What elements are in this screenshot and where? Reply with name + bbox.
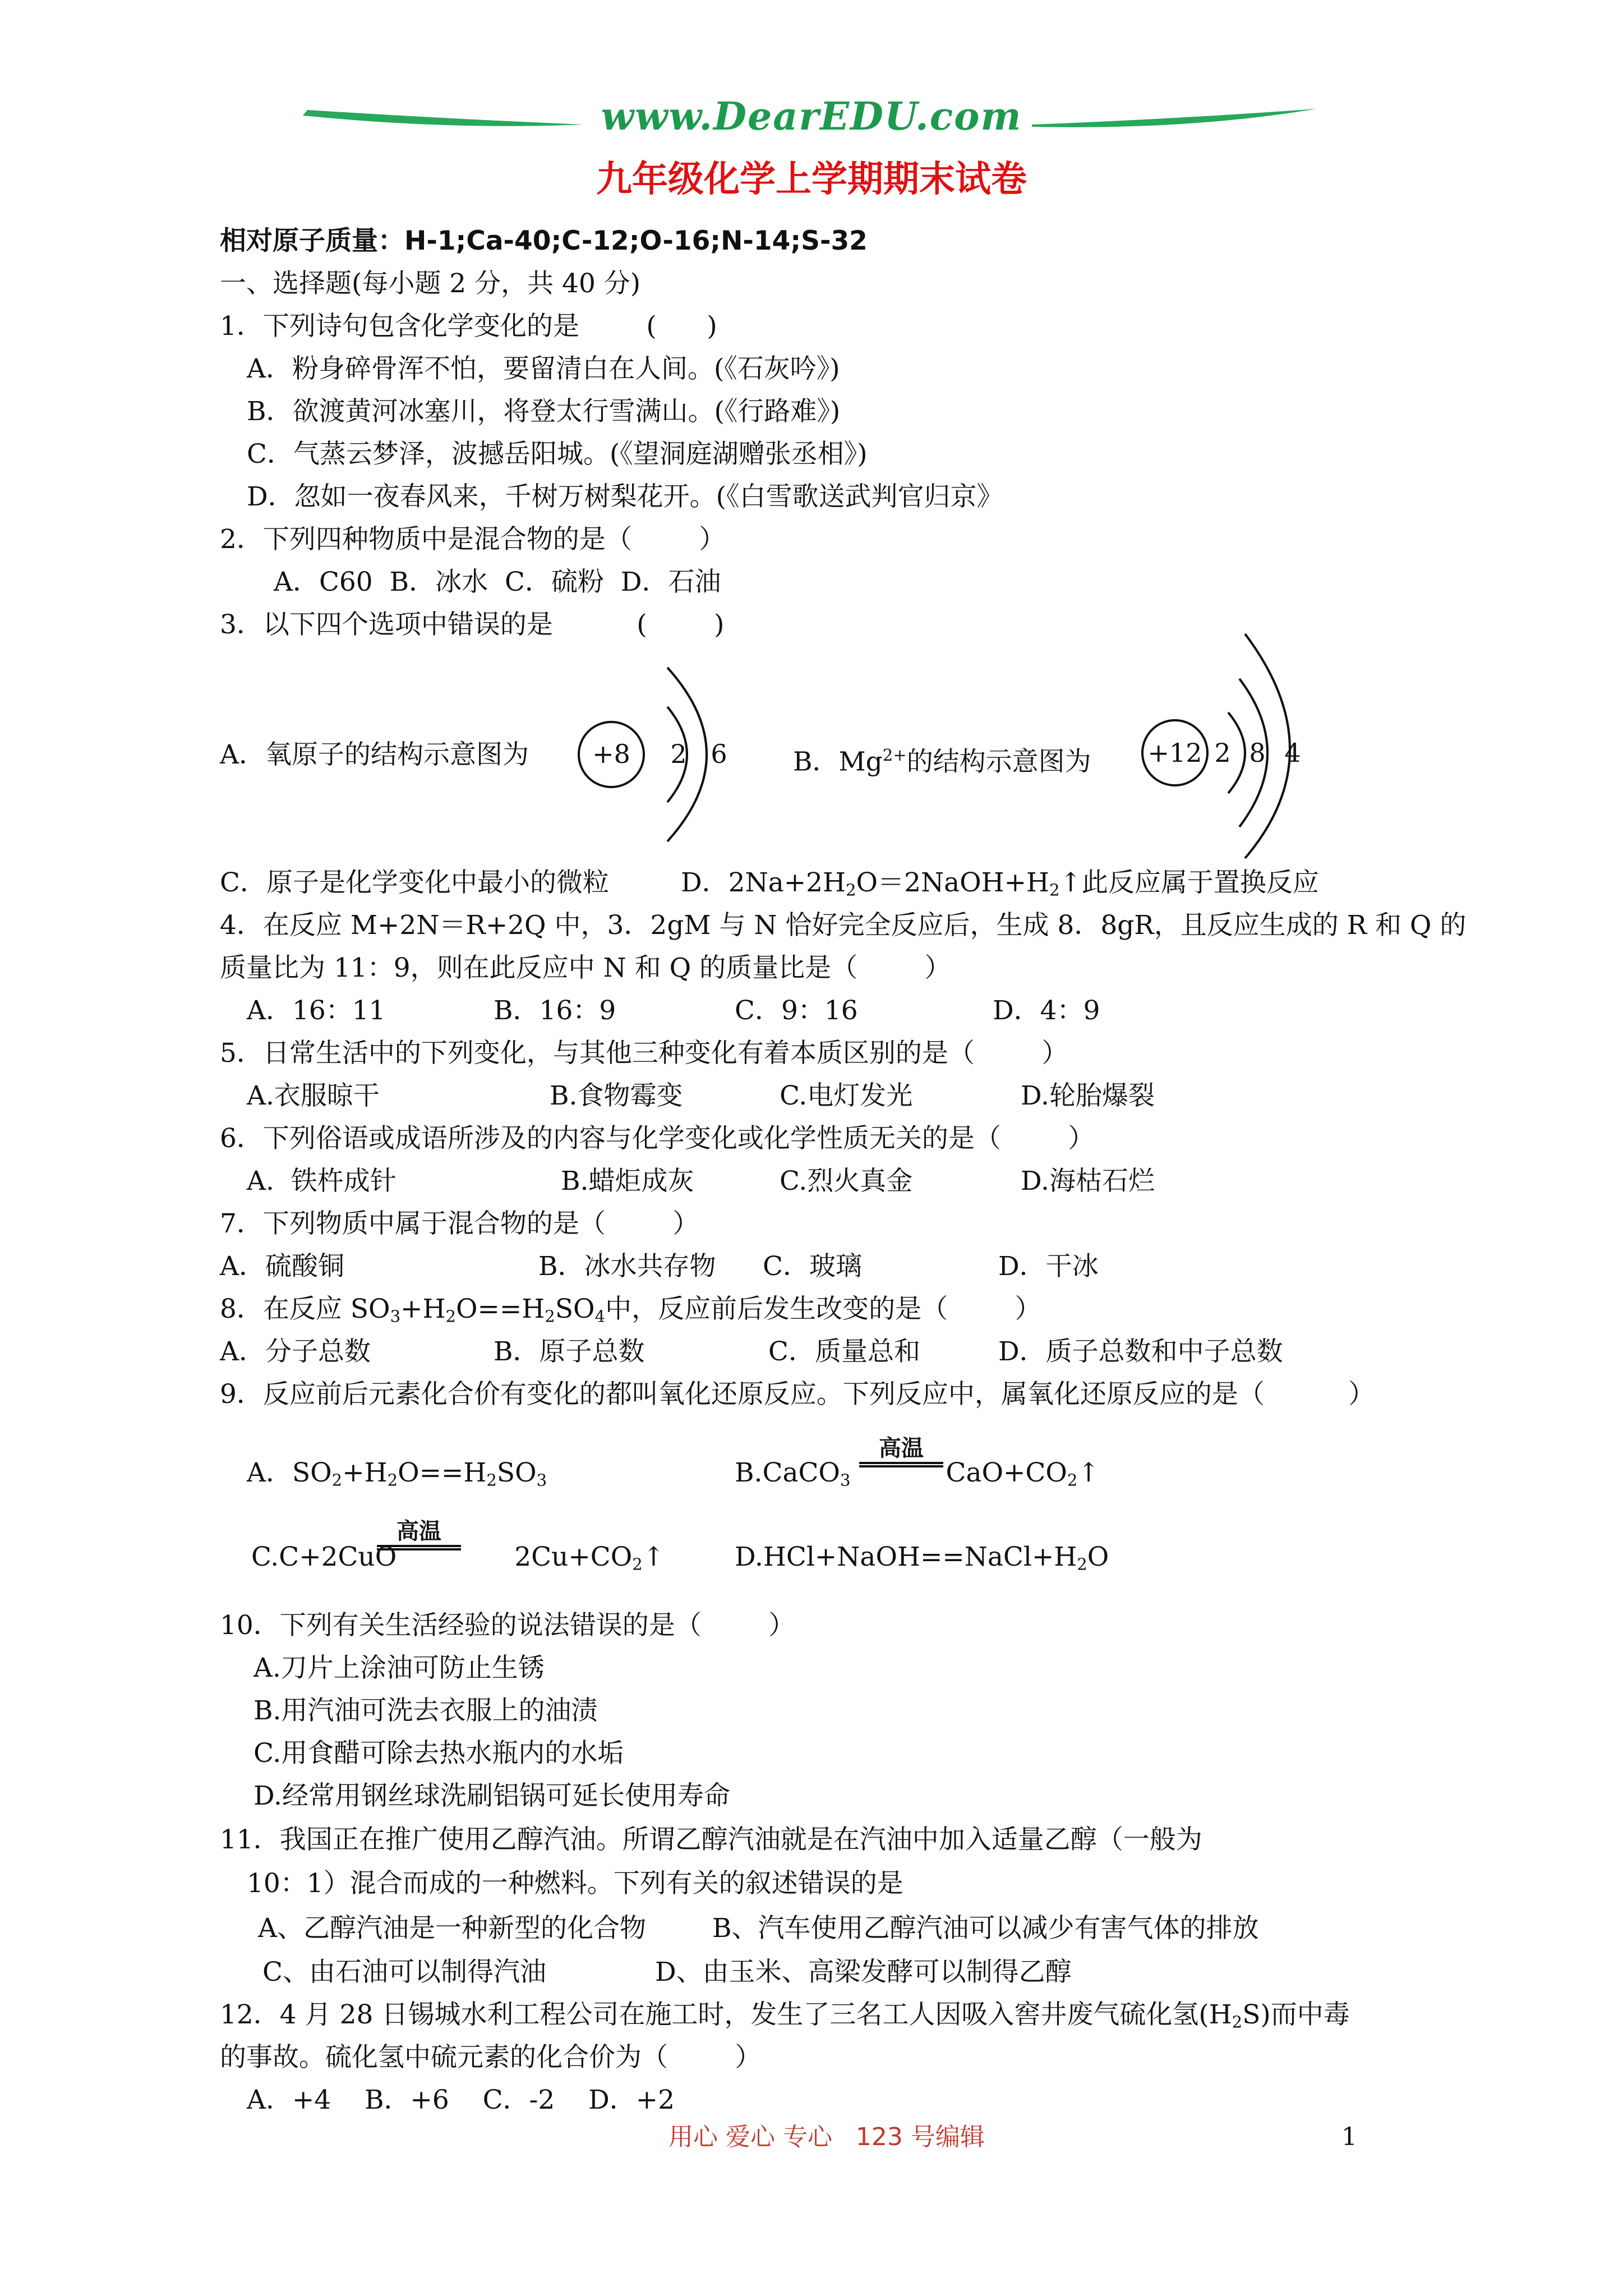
q7-option-a: A．硫酸铜	[220, 1251, 344, 1282]
q1-option-b: B．欲渡黄河冰塞川，将登太行雪满山。(《行路难》)	[247, 396, 841, 427]
q11-option-b: B、汽车使用乙醇汽油可以减少有害气体的排放	[712, 1913, 1259, 1944]
q10-stem: 10．下列有关生活经验的说法错误的是（ ）	[220, 1610, 795, 1641]
q9-option-c: C.C+2CuO $2Cu+CO_2↑$	[251, 1542, 665, 1574]
mg-nucleus-charge: +12	[1147, 738, 1202, 768]
q6-option-a: A. 铁杵成针	[247, 1166, 396, 1197]
q4-option-d: D．4：9	[993, 995, 1100, 1026]
q6-option-d: D.海枯石烂	[1021, 1166, 1155, 1197]
page-number: 1	[1341, 2123, 1357, 2151]
q12-stem-line2: 的事故。硫化氢中硫元素的化合价为（ ）	[220, 2042, 762, 2073]
q4-option-c: C．9：16	[735, 995, 858, 1026]
q8-option-d: D．质子总数和中子总数	[998, 1336, 1283, 1367]
oxygen-shell-2-count: 6	[711, 739, 727, 769]
q4-options	[0, 994, 1623, 1028]
site-logo-text: www.DearEDU.com	[601, 94, 1022, 139]
q6-options	[0, 1165, 1623, 1198]
q7-option-b: B．冰水共存物	[538, 1251, 716, 1282]
q11-option-c: C、由石油可以制得汽油	[262, 1957, 546, 1987]
q1-option-a: A．粉身碎骨浑不怕，要留清白在人间。(《石灰吟》)	[247, 353, 840, 384]
q8-stem: 8．在反应 $SO_3+H_2O==H_2SO_4$中，反应前后发生改变的是（ ）	[220, 1294, 1041, 1326]
oxygen-nucleus-charge: +8	[592, 739, 630, 769]
q8-option-c: C．质量总和	[768, 1336, 920, 1367]
section-heading: 一、选择题(每小题 2 分，共 40 分)	[220, 268, 641, 299]
mg-shell-1-count: 2	[1214, 738, 1231, 768]
q7-option-d: D．干冰	[998, 1251, 1099, 1282]
q4-stem-line1: 4．在反应 M+2N＝R+2Q 中，3．2gM 与 N 恰好完全反应后，生成 8．8gR，且反应生成的 R 和 Q 的	[220, 910, 1467, 941]
q8-options	[0, 1335, 1623, 1369]
q9-option-d: $D.HCl+NaOH==NaCl+H_2O$	[735, 1542, 1109, 1574]
q11-stem-line1: 11．我国正在推广使用乙醇汽油。所谓乙醇汽油就是在汽油中加入适量乙醇（一般为	[220, 1824, 1202, 1855]
mg-shell-2-count: 8	[1249, 738, 1266, 768]
q3-option-b: B．$Mg^{2+}$的结构示意图为	[793, 746, 1091, 777]
q2-stem: 2．下列四种物质中是混合物的是（ ）	[220, 524, 726, 555]
q7-stem: 7．下列物质中属于混合物的是（ ）	[220, 1208, 699, 1239]
q12-stem-line1: 12．4 月 28 日锡城水利工程公司在施工时，发生了三名工人因吸入窖井废气硫化氢$(H_2S)$而中毒	[220, 1999, 1350, 2032]
q3-option-c: C．原子是化学变化中最小的微粒	[220, 867, 609, 898]
magnesium-ion-diagram	[1127, 628, 1329, 864]
exam-title: 九年级化学上学期期末试卷	[596, 159, 1027, 200]
q7-option-c: C．玻璃	[763, 1251, 862, 1282]
q5-option-c: C.电灯发光	[780, 1080, 913, 1111]
q4-option-b: B．16：9	[494, 995, 616, 1026]
page-footer	[0, 2120, 1623, 2154]
footer-slogan: 用心 爱心 专心 123 号编辑	[668, 2123, 985, 2151]
q4-stem-line2: 质量比为 11：9，则在此反应中 N 和 Q 的质量比是（ ）	[220, 953, 951, 983]
q5-option-d: D.轮胎爆裂	[1021, 1080, 1155, 1111]
q11-stem-line2: 10：1）混合而成的一种燃料。下列有关的叙述错误的是	[247, 1868, 903, 1899]
q5-stem: 5．日常生活中的下列变化，与其他三种变化有着本质区别的是（ ）	[220, 1038, 1068, 1069]
q1-option-c: C．气蒸云梦泽，波撼岳阳城。(《望洞庭湖赠张丞相》)	[247, 439, 868, 470]
q3-stem: 3．以下四个选项中错误的是 ( )	[220, 609, 725, 640]
q10-option-c: C.用食醋可除去热水瓶内的水垢	[253, 1738, 624, 1769]
q6-option-c: C.烈火真金	[780, 1166, 913, 1197]
q8-option-b: B．原子总数	[494, 1336, 645, 1367]
q8-option-a: A．分子总数	[220, 1336, 371, 1367]
q1-option-d: D．忽如一夜春风来，千树万树梨花开。(《白雪歌送武判官归京》	[247, 481, 1003, 512]
q10-option-d: D.经常用钢丝球洗刷铝锅可延长使用寿命	[253, 1780, 730, 1811]
q5-option-a: A.衣服晾干	[247, 1080, 380, 1111]
q6-option-b: B.蜡炬成灰	[561, 1166, 694, 1197]
q10-option-a: A.刀片上涂油可防止生锈	[253, 1653, 545, 1683]
q9-stem: 9．反应前后元素化合价有变化的都叫氧化还原反应。下列反应中，属氧化还原反应的是（ ）	[220, 1379, 1375, 1410]
q3-option-d: D．$2Na+2H_2O=2NaOH+H_2↑$此反应属于置换反应	[681, 867, 1319, 900]
mg-shell-3-count: 4	[1284, 738, 1301, 768]
oxygen-shell-1-count: 2	[670, 739, 687, 769]
q11-option-a: A、乙醇汽油是一种新型的化合物	[258, 1913, 646, 1944]
q12-options: A．+4 B．+6 C．-2 D．+2	[247, 2085, 675, 2115]
q5-option-b: B.食物霉变	[550, 1080, 683, 1111]
q6-stem: 6．下列俗语或成语所涉及的内容与化学变化或化学性质无关的是（ ）	[220, 1123, 1095, 1154]
q9-b-high-temp-condition: 高温	[859, 1436, 943, 1467]
q11-options-row1	[0, 1912, 1623, 1945]
q11-options-row2	[0, 1955, 1623, 1989]
q11-option-d: D、由玉米、高梁发酵可以制得乙醇	[655, 1957, 1072, 1987]
q3-option-a: A．氧原子的结构示意图为	[220, 739, 529, 770]
q9-option-b: B.CaCO$_3$ $CaO+CO_2↑$	[735, 1457, 1100, 1490]
q4-option-a: A．16：11	[247, 995, 386, 1026]
oxygen-atom-diagram	[566, 645, 746, 853]
q9-option-a: A．$SO_2+H_2O==H_2SO_3$	[247, 1457, 547, 1490]
q5-options	[0, 1079, 1623, 1113]
q2-options: A．C60 B．冰水 C．硫粉 D．石油	[274, 567, 721, 597]
q7-options	[0, 1250, 1623, 1283]
q9-c-high-temp-condition: 高温	[377, 1519, 461, 1550]
q10-option-b: B.用汽油可洗去衣服上的油渍	[253, 1695, 598, 1726]
q1-stem: 1．下列诗句包含化学变化的是 ( )	[220, 311, 717, 342]
atomic-masses: 相对原子质量：H-1;Ca-40;C-12;O-16;N-14;S-32	[220, 226, 868, 256]
